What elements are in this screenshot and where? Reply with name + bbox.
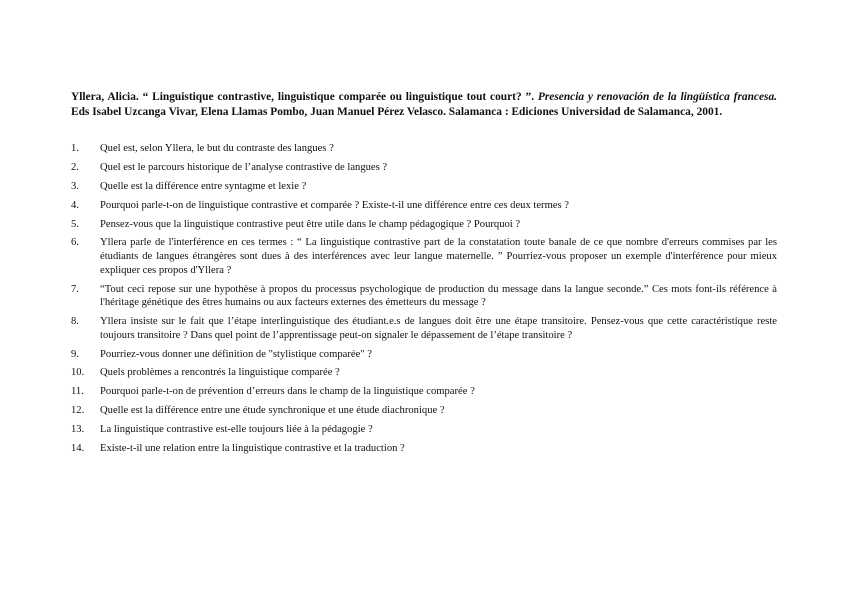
question-number: 12. — [71, 405, 85, 417]
question-number: 4. — [71, 199, 79, 211]
question-item — [71, 404, 777, 418]
question-number: 13. — [71, 424, 85, 436]
question-text: Existe-t-il une relation entre la linguistique contrastive et la traduction ? — [100, 442, 405, 454]
question-list — [71, 142, 777, 456]
document-page — [71, 90, 777, 461]
reference-article-title: “ Linguistique contrastive, linguistique comparée ou linguistique tout court? ”. — [142, 91, 535, 103]
question-text: La linguistique contrastive est-elle toujours liée à la pédagogie ? — [100, 424, 373, 436]
question-text: Pourriez-vous donner une définition de "stylistique comparée" ? — [100, 348, 372, 360]
question-number: 8. — [71, 316, 79, 328]
question-item — [71, 348, 777, 362]
question-number: 14. — [71, 442, 85, 454]
question-number: 6. — [71, 237, 79, 249]
question-number: 1. — [71, 143, 79, 154]
reference-book-title: Presencia y renovación de la lingüística francesa. — [537, 91, 777, 103]
question-text: Yllera insiste sur le fait que l’étape interlinguistique des étudiant.e.s de langues doit être une étape transitoire. Pensez-vous que cette caractéristique reste toujours transitoire ? Dans quel point de l’apprentissage peut-on signaler le dépassement de l’étape transitoire ? — [100, 316, 777, 341]
reference-details: Eds Isabel Uzcanga Vivar, Elena Llamas Pombo, Juan Manuel Pérez Velasco. Salamanca : Ediciones Universidad de Salamanca, 2001. — [71, 106, 723, 118]
question-text: Pensez-vous que la linguistique contrastive peut être utile dans le champ pédagogique ? Pourquoi ? — [100, 218, 521, 230]
question-number: 9. — [71, 348, 79, 360]
question-item — [71, 366, 777, 380]
question-item — [71, 385, 777, 399]
question-text: Quel est, selon Yllera, le but du contraste des langues ? — [100, 143, 334, 154]
question-text: Quelle est la différence entre syntagme et lexie ? — [100, 180, 307, 192]
question-number: 2. — [71, 161, 79, 173]
question-item — [71, 199, 777, 213]
question-text: Quelle est la différence entre une étude synchronique et une étude diachronique ? — [100, 405, 445, 417]
question-item — [71, 161, 777, 175]
question-item — [71, 283, 777, 310]
bibliographic-reference — [71, 90, 777, 120]
question-number: 11. — [71, 386, 84, 398]
question-item — [71, 315, 777, 342]
question-item — [71, 236, 777, 277]
question-text: Yllera parle de l'interférence en ces termes : “ La linguistique contrastive part de la constatation toute banale de ce que nombre d'erreurs commises par les étudiants de langues étrangères sont dues à des interférences avec leur langue maternelle. ” Pourriez-vous proposer un exemple d'interférence pour mieux expliquer ces propos d'Yllera ? — [100, 237, 777, 276]
question-number: 3. — [71, 180, 79, 192]
question-number: 5. — [71, 218, 79, 230]
question-text: Pourquoi parle-t-on de linguistique contrastive et comparée ? Existe-t-il une différence entre ces deux termes ? — [100, 199, 569, 211]
question-text: Quel est le parcours historique de l’analyse contrastive de langues ? — [100, 161, 388, 173]
question-item — [71, 180, 777, 194]
question-text: Quels problèmes a rencontrés la linguistique comparée ? — [100, 367, 340, 379]
question-text: Pourquoi parle-t-on de prévention d’erreurs dans le champ de la linguistique comparée ? — [100, 386, 475, 398]
question-item — [71, 442, 777, 456]
question-item — [71, 423, 777, 437]
question-item — [71, 142, 777, 156]
question-item — [71, 218, 777, 232]
question-number: 7. — [71, 283, 79, 295]
question-text: “Tout ceci repose sur une hypothèse à propos du processus psychologique de production du message dans la langue seconde.” Ces mots font-ils référence à l'héritage génétique des êtres humains ou aux facteurs externes des émetteurs du message ? — [100, 283, 777, 309]
question-number: 10. — [71, 367, 85, 379]
reference-authors: Yllera, Alicia. — [71, 91, 139, 103]
